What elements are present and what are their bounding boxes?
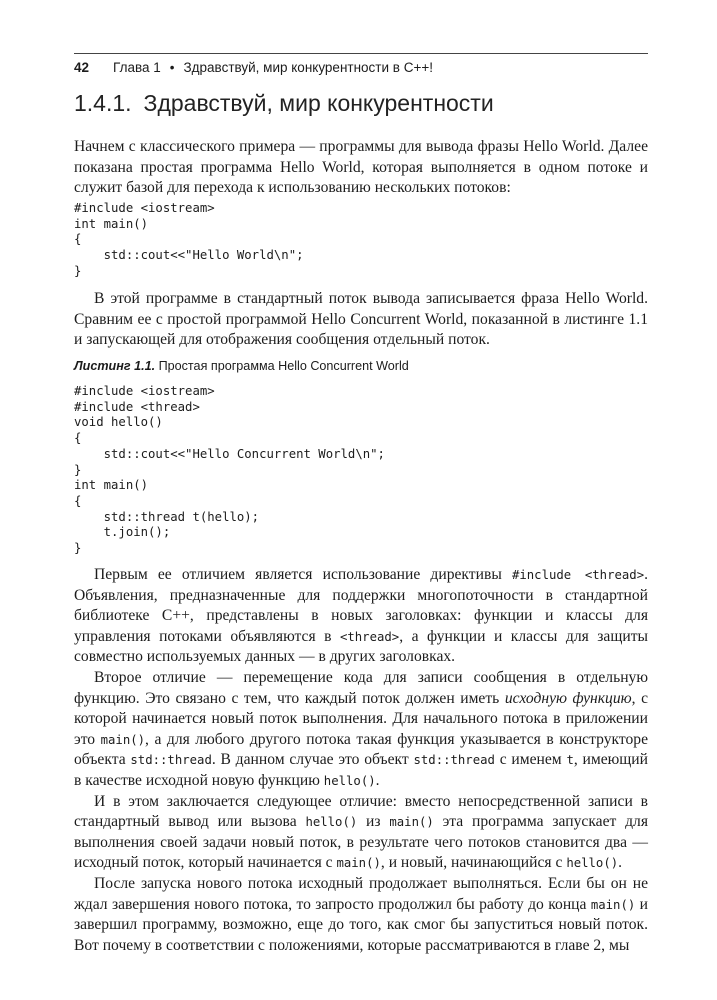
text-run: . [375,771,380,789]
listing-title: Простая программа Hello Concurrent World [158,359,409,373]
text-run: эта программа запускает для выполнения своей задачи новый поток, в результате чего потоков становится два — исходный поток, который начинается с [74,813,648,872]
paragraph-after-launch [74,874,648,956]
text-run: , с которой начинается новый поток выполнения. Для начального потока в приложении это [74,689,648,748]
chapter-label: Глава 1 [113,59,161,75]
text-run: . [618,854,623,872]
paragraph-intro: Начнем с классического примера — программы для вывода фразы Hello World. Далее показана простая программа Hello World, которая выполняется в одном потоке и служит базой для перехода к использованию нескольких потоков: [74,138,648,197]
inline-code: hello() [566,856,619,871]
text-run: , имеющий в качестве исходной новую функцию [74,751,648,789]
inline-code: main() [336,856,381,871]
inline-code: main() [100,732,146,747]
paragraph-third-difference [74,792,648,874]
page-number: 42 [74,59,90,75]
inline-code: hello() [323,773,376,788]
section-title: Здравствуй, мир конкурентности [143,90,494,116]
text-run: , и новый, начинающийся с [380,854,567,872]
paragraph-second-difference [74,668,648,792]
text-run: И в этом заключается следующее отличие: вместо непосредственной записи в стандартный вывод или вызова [74,792,648,831]
text-run: . Объявления, предназначенные для поддержки многопоточности в стандартной библиотеке C++, представлены в новых заголовках: функции и классы для управления потоками объявляются в [74,566,648,645]
inline-code: main() [590,897,636,912]
inline-code: <thread> [339,629,400,644]
listing-label: Листинг 1.1. [74,359,156,373]
section-heading [74,90,494,117]
emphasis: исходную функцию [504,689,632,707]
chapter-title: Здравствуй, мир конкурентности в С++! [183,59,433,75]
inline-code: main() [389,815,434,830]
text-run: После запуска нового потока исходный продолжает выполняться. Если бы он не ждал завершения нового потока, то запросто продолжил бы работу до конца [74,874,648,913]
running-header [74,56,648,78]
header-rule [74,53,648,54]
code-block-listing: #include <iostream> #include <thread> void hello() { std::cout<<"Hello Concurrent World\n"; } int main() { std::thread t(hello); t.join(); } [74,384,385,556]
listing-caption [74,359,409,373]
paragraph-first-difference [74,565,648,668]
body-text [74,565,648,956]
text-run: , а для любого другого потока такая функция указывается в конструкторе объекта [74,730,648,769]
text-run: Первым ее отличием является использование директивы [94,566,512,583]
text-run: , а функции и классы для защиты совместно используемых данных — в других заголовках. [74,627,648,666]
code-block-hello-world: #include <iostream> int main() { std::cout<<"Hello World\n"; } [74,201,304,278]
text-run: Второе отличие — перемещение кода для записи сообщения в отдельную функцию. Это связано с тем, что каждый поток должен иметь [74,668,648,707]
text-run: с именем [494,751,567,769]
text-run: из [357,813,390,831]
inline-code: #include <thread> [511,568,645,582]
bullet-separator: • [169,59,175,75]
section-number: 1.4.1. [74,90,132,116]
inline-code: std::thread [130,753,212,768]
inline-code: std::thread [413,753,495,768]
text-run: . В данном случае это объект [211,751,414,769]
inline-code: t [566,753,574,768]
paragraph-compare: В этой программе в стандартный поток вывода записывается фраза Hello World. Сравним ее с простой программой Hello Concurrent World, показанной в листинге 1.1 и запускающей для отображения сообщения отдельный поток. [74,290,648,349]
inline-code: hello() [305,815,358,830]
text-run: и завершил программу, возможно, еще до того, как смог бы запуститься новый поток. Вот почему в соответствии с положениями, которые рассматриваются в главе 2, мы [74,895,648,954]
